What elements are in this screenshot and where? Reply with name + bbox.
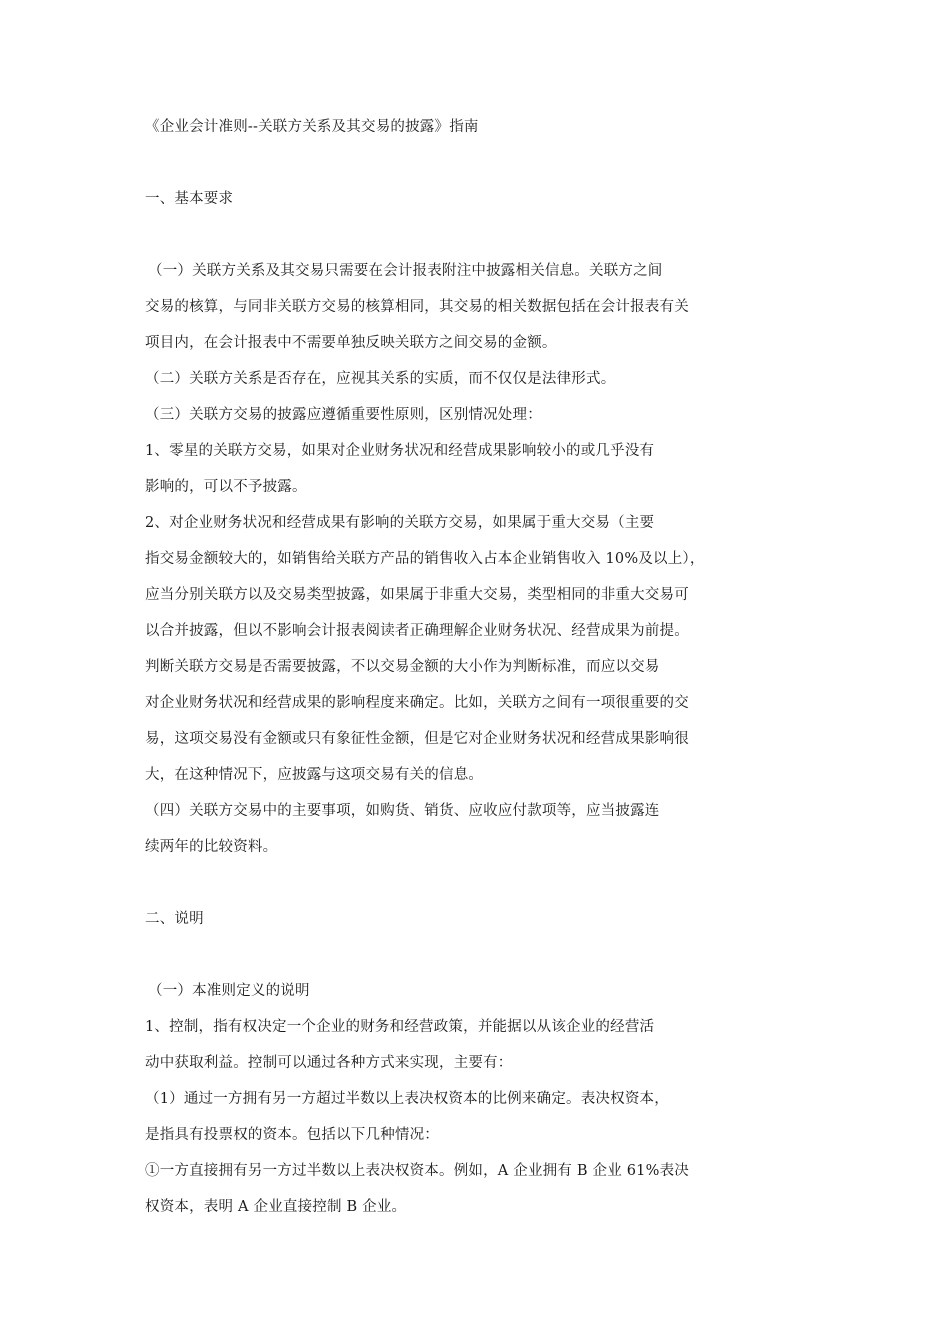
paragraph-line: 指交易金额较大的，如销售给关联方产品的销售收入占本企业销售收入 10%及以上）， (145, 551, 705, 567)
subsection-heading: （一）本准则定义的说明 (148, 983, 310, 999)
paragraph-line: 续两年的比较资料。 (145, 839, 278, 855)
paragraph-line: （四）关联方交易中的主要事项，如购货、销货、应收应付款项等，应当披露连 (145, 803, 660, 819)
document-title: 《企业会计准则--关联方关系及其交易的披露》指南 (145, 119, 479, 135)
paragraph-line: 2、对企业财务状况和经营成果有影响的关联方交易，如果属于重大交易（主要 (145, 515, 655, 531)
section-heading-explanation: 二、说明 (145, 911, 204, 927)
paragraph-line: （二）关联方关系是否存在，应视其关系的实质，而不仅仅是法律形式。 (145, 371, 616, 387)
paragraph-line: 判断关联方交易是否需要披露，不以交易金额的大小作为判断标准，而应以交易 (145, 659, 660, 675)
paragraph-line: 大，在这种情况下，应披露与这项交易有关的信息。 (145, 767, 484, 783)
section-heading-basic-requirements: 一、基本要求 (145, 191, 234, 207)
paragraph-line: 1、零星的关联方交易，如果对企业财务状况和经营成果影响较小的或几乎没有 (145, 443, 655, 459)
paragraph-line: （一）关联方关系及其交易只需要在会计报表附注中披露相关信息。关联方之间 (148, 263, 663, 279)
paragraph-line: 易，这项交易没有金额或只有象征性金额，但是它对企业财务状况和经营成果影响很 (145, 731, 689, 747)
paragraph-line: （三）关联方交易的披露应遵循重要性原则，区别情况处理： (145, 407, 542, 423)
paragraph-line: 权资本，表明 A 企业直接控制 B 企业。 (145, 1199, 407, 1215)
paragraph-line: 1、控制，指有权决定一个企业的财务和经营政策，并能据以从该企业的经营活 (145, 1019, 655, 1035)
paragraph-line: ①一方直接拥有另一方过半数以上表决权资本。例如，A 企业拥有 B 企业 61%表决 (145, 1163, 689, 1179)
paragraph-line: 动中获取利益。控制可以通过各种方式来实现，主要有： (145, 1055, 513, 1071)
paragraph-line: 对企业财务状况和经营成果的影响程度来确定。比如，关联方之间有一项很重要的交 (145, 695, 689, 711)
paragraph-line: 应当分别关联方以及交易类型披露，如果属于非重大交易，类型相同的非重大交易可 (145, 587, 689, 603)
paragraph-line: 交易的核算，与同非关联方交易的核算相同，其交易的相关数据包括在会计报表有关 (145, 299, 689, 315)
paragraph-line: （1）通过一方拥有另一方超过半数以上表决权资本的比例来确定。表决权资本， (145, 1091, 669, 1107)
paragraph-line: 影响的，可以不予披露。 (145, 479, 307, 495)
paragraph-line: 以合并披露，但以不影响会计报表阅读者正确理解企业财务状况、经营成果为前提。 (145, 623, 689, 639)
paragraph-line: 项目内，在会计报表中不需要单独反映关联方之间交易的金额。 (145, 335, 557, 351)
paragraph-line: 是指具有投票权的资本。包括以下几种情况： (145, 1127, 439, 1143)
